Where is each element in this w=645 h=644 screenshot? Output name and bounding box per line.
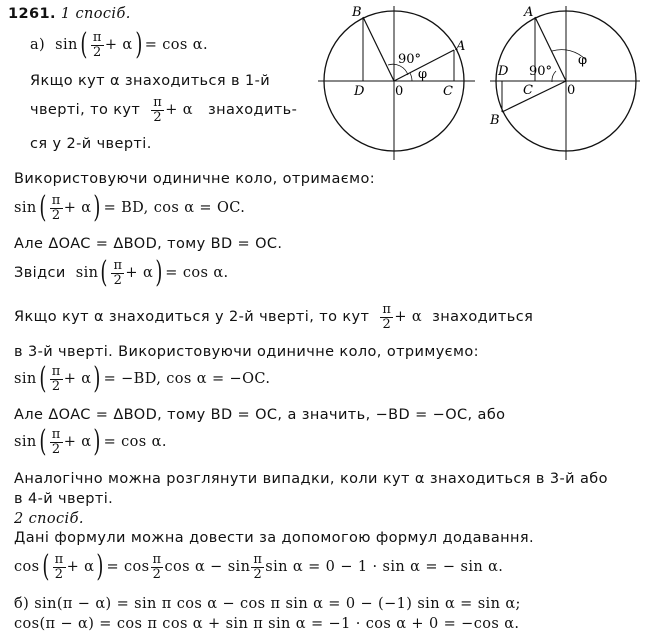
para1-line3: ся у 2-й чверті. [30,136,152,152]
eq-sin-neg-bd: sin( $\frac{\pi}{2}$ + α) = −BD, cos α = −OC. [14,361,271,396]
label-C: C [523,83,533,98]
part-b-line2: cos(π − α) = cos π cos α + sin π sin α = −1 · cos α + 0 = −cos α. [14,616,520,632]
label-D: D [354,84,365,99]
label-O: 0 [395,84,404,99]
part-a-label: а) [30,37,46,53]
para1-line2: чверті, то кут $\frac{\pi}{2}$ + α знаходить- [30,95,298,125]
unit-circle-diagram-2 [482,2,642,162]
problem-header [8,6,131,22]
label-C: C [443,84,453,99]
radius-ob [502,81,566,112]
label-A: A [524,5,534,20]
text-unit-circle-1: Використовуючи одиничне коло, отримаємо: [14,171,376,187]
para2-line1: Якщо кут α знаходиться у 2-й чверті, то кут $\frac{\pi}{2}$ + α знаходиться [14,302,534,332]
angle-90-arc [552,71,556,82]
label-phi: φ [578,53,588,68]
fraction-pi-2: $\frac{\pi}{2}$ [92,29,102,60]
label-O: 0 [567,83,576,98]
angle-phi-arc [410,73,412,81]
label-90: 90° [398,52,422,67]
label-B: B [490,113,500,128]
sin-word: sin [55,37,78,53]
similar-line2: в 4-й чверті. [14,491,114,507]
radius-ob [363,17,394,81]
unit-circle-diagram-1 [310,2,480,162]
eq-sin-bd: sin( $\frac{\pi}{2}$ + α) = BD, cos α = OC. [14,190,246,225]
text-triangles-2: Але ΔOAC = ΔBOD, тому BD = OC, а значить, −BD = −OC, або [14,407,506,423]
label-90: 90° [529,64,553,79]
eq-addition: cos( $\frac{\pi}{2}$ + α) = cos $\frac{\pi}{2}$ cos α − sin $\frac{\pi}{2}$ sin α = 0 − 1 · sin α = − sin α. [14,549,504,584]
part-b-line1: б) sin(π − α) = sin π cos α − cos π sin α = 0 − (−1) sin α = sin α; [14,596,521,612]
problem-number: 1261. [8,6,56,22]
similar-line1: Аналогічно можна розглянути випадки, коли кут α знаходиться в 3-й або [14,471,608,487]
label-D: D [498,64,509,79]
eq-result-cos: sin( $\frac{\pi}{2}$ + α) = cos α. [14,424,167,459]
method-1-label: 1 спосіб. [60,6,131,22]
label-A: A [456,39,466,54]
eq-zvidsy: Звідси sin( $\frac{\pi}{2}$ + α) = cos α. [14,255,229,290]
text-triangles-1: Але ΔOAC = ΔBOD, тому BD = OC. [14,236,283,252]
method-2-label: 2 спосіб. [14,511,84,527]
para1-line1: Якщо кут α знаходиться в 1-й [30,73,271,89]
method-2-text: Дані формули можна довести за допомогою формул додавання. [14,530,535,546]
label-phi: φ [418,67,428,82]
para2-line2: в 3-й чверті. Використовуючи одиничне коло, отримуємо: [14,344,479,360]
label-B: B [352,5,362,20]
part-a-formula: а) sin( $\frac{\pi}{2}$ + α) = cos α. [30,27,208,62]
